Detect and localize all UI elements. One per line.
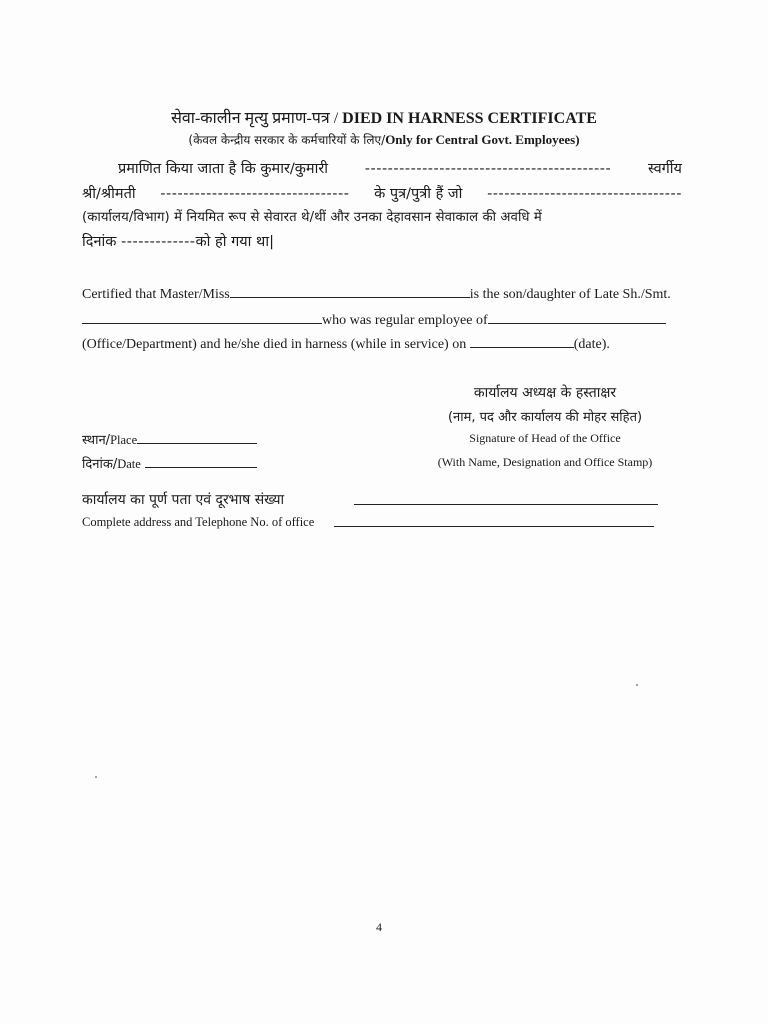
parent-name-blank[interactable] (82, 310, 322, 324)
address-blank-1[interactable] (354, 491, 658, 505)
hindi-line-2-start: श्री/श्रीमती (82, 186, 136, 202)
child-name-blank[interactable] (230, 284, 470, 298)
death-date-blank[interactable] (470, 334, 574, 348)
date-field (82, 454, 257, 473)
english-line-1 (82, 284, 671, 303)
signature-title-english: Signature of Head of the Office (469, 431, 621, 445)
english-line-1-end: is the son/daughter of Late Sh./Smt. (469, 287, 671, 302)
hindi-line-4-start: दिनांक (82, 234, 117, 250)
place-field (82, 430, 257, 449)
address-blank-2[interactable] (334, 513, 654, 527)
signature-sub-english: (With Name, Designation and Office Stamp) (437, 455, 653, 469)
english-line-2 (82, 310, 666, 329)
page-title (0, 106, 768, 128)
hindi-line-2-mid: के पुत्र/पुत्री हैं जो (374, 186, 463, 202)
date-blank[interactable] (145, 454, 257, 468)
hindi-line-3: (कार्यालय/विभाग) में नियमित रूप से सेवारत थे/थीं और उनका देहावसान सेवाकाल की अवधि में (82, 210, 542, 225)
place-blank[interactable] (137, 430, 257, 444)
hindi-line-2-dashes-2: ---------------------------------- (487, 186, 682, 202)
signature-sub-hindi: (नाम, पद और कार्यालय की मोहर सहित) (447, 410, 643, 425)
date-label-hindi: दिनांक/ (82, 457, 118, 472)
subtitle-hindi: (केवल केन्द्रीय सरकार के कर्मचारियों के लिए/ (188, 133, 386, 147)
title-english: DIED IN HARNESS CERTIFICATE (342, 110, 597, 127)
hindi-line-2-dashes: --------------------------------- (160, 186, 350, 202)
address-label-english: Complete address and Telephone No. of office (82, 515, 315, 529)
hindi-line-1-end: स्वर्गीय (647, 161, 682, 177)
scan-speck (95, 776, 97, 778)
scan-speck (636, 684, 638, 686)
hindi-line-4 (82, 231, 274, 251)
hindi-line-2 (82, 183, 682, 203)
english-line-1-start: Certified that Master/Miss (82, 287, 230, 302)
employer-blank[interactable] (488, 310, 666, 324)
address-label-hindi: कार्यालय का पूर्ण पता एवं दूरभाष संख्या (82, 492, 285, 508)
hindi-line-4-dashes: ------------- (121, 234, 196, 250)
english-line-2-mid: who was regular employee of (322, 313, 488, 328)
signature-title-hindi: कार्यालय अध्यक्ष के हस्ताक्षर (473, 385, 617, 401)
date-label-english: Date (117, 457, 141, 471)
hindi-line-1 (118, 158, 682, 178)
english-line-3-start: (Office/Department) and he/she died in harness (while in service) on (82, 337, 467, 352)
place-label-hindi: स्थान/ (82, 433, 111, 448)
english-line-3-end: (date). (573, 337, 610, 352)
page-number: 4 (376, 920, 382, 934)
subtitle-english: Only for Central Govt. Employees) (385, 132, 580, 147)
page-subtitle (0, 131, 768, 148)
hindi-line-1-dashes: ------------------------------------------- (364, 161, 612, 177)
english-line-3 (82, 334, 610, 353)
place-label-english: Place (110, 433, 138, 447)
title-hindi: सेवा-कालीन मृत्यु प्रमाण-पत्र / (171, 110, 339, 127)
hindi-line-4-end: को हो गया था| (195, 234, 274, 250)
hindi-line-1-start: प्रमाणित किया जाता है कि कुमार/कुमारी (118, 161, 329, 177)
